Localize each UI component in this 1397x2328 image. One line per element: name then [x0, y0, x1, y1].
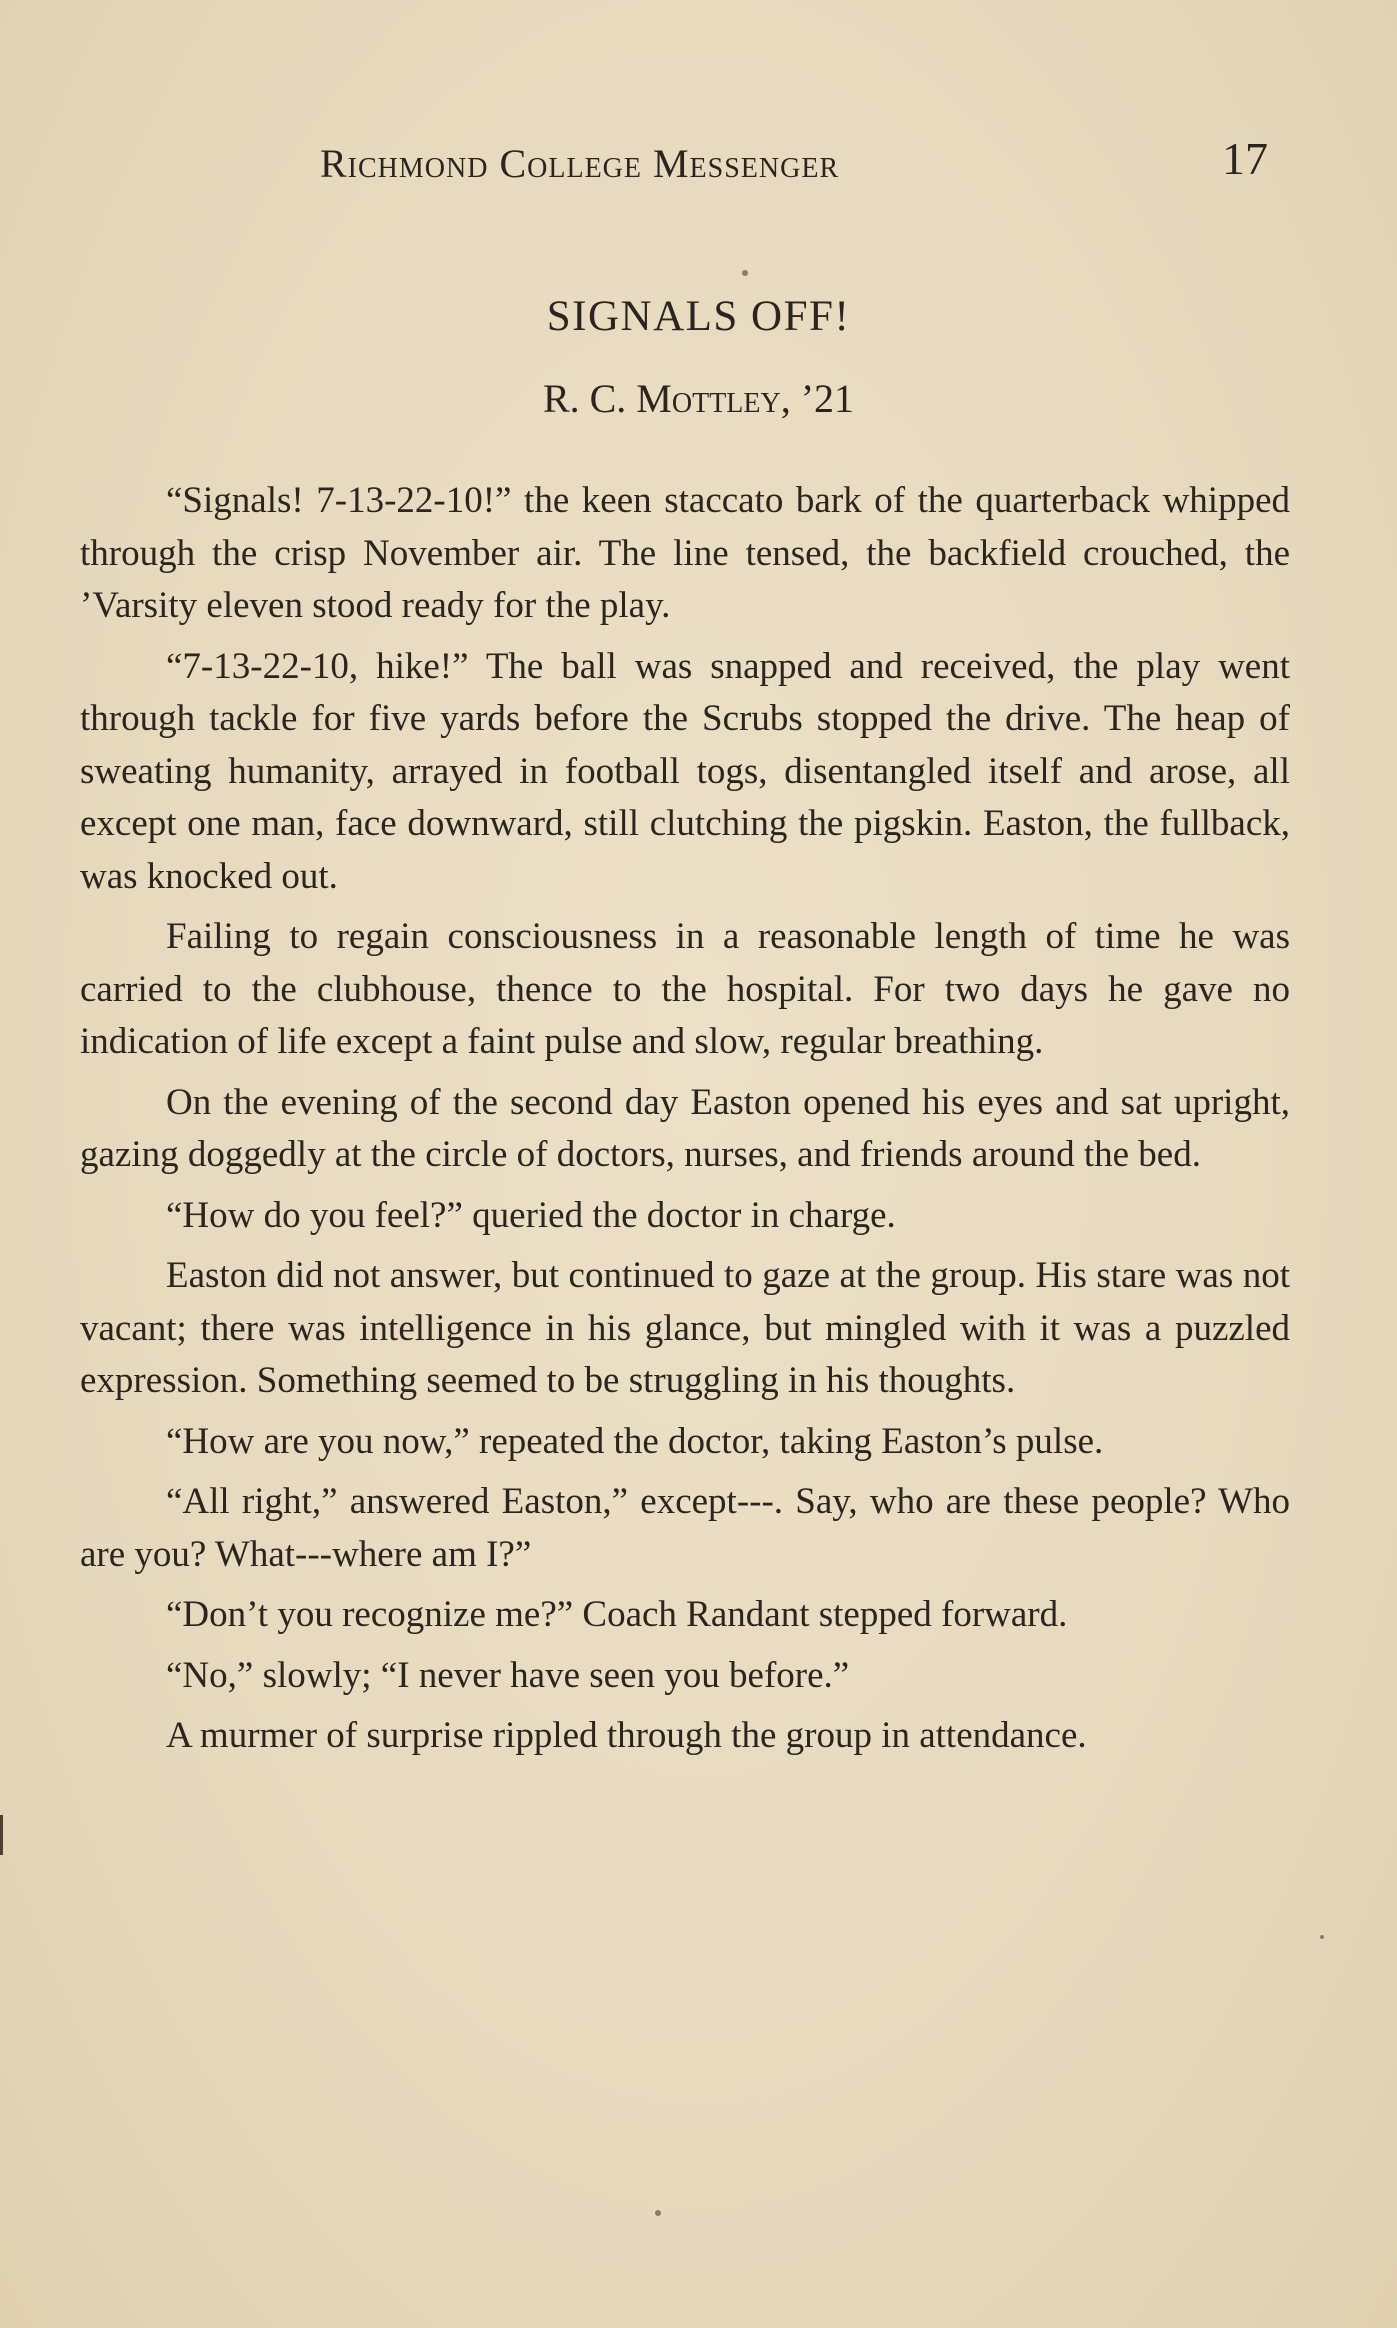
- paper-speck: [742, 270, 748, 276]
- margin-mark: [0, 1815, 3, 1855]
- paragraph-6: Easton did not answer, but continued to gaze at the group. His stare was not vacant; there was intelligence in his glance, but mingled with it was a puzzled expression. Something seemed to be struggling in his thoughts.: [80, 1255, 1290, 1401]
- paragraph-2: “7-13-22-10, hike!” The ball was snapped and received, the play went through tackle for five yards before the Scrubs stopped the drive. The heap of sweating humanity, arrayed in football togs, disentangled itself and arose, all except one man, face downward, still clutching the pigskin. Easton, the fullback, was knocked out.: [80, 645, 1290, 897]
- paragraph-11: A murmer of surprise rippled through the group in attendance.: [166, 1715, 1087, 1756]
- paragraph-1: “Signals! 7-13-22-10!” the keen staccato bark of the quarterback whipped through the crisp November air. The line tensed, the backfield crouched, the ’Varsity eleven stood ready for the play.: [80, 480, 1290, 626]
- paragraph-8: “All right,” answered Easton,” except---. Say, who are these people? Who are you? What---where am I?”: [80, 1481, 1290, 1575]
- paragraph-9: “Don’t you recognize me?” Coach Randant stepped forward.: [166, 1594, 1068, 1635]
- article-body: [80, 475, 1290, 1771]
- paragraph-3: Failing to regain consciousness in a reasonable length of time he was carried to the clubhouse, thence to the hospital. For two days he gave no indication of life except a faint pulse and slow, regular breathing.: [80, 916, 1290, 1062]
- paragraph-4: On the evening of the second day Easton opened his eyes and sat upright, gazing doggedly at the circle of doctors, nurses, and friends around the bed.: [80, 1081, 1290, 1175]
- running-head-title: Richmond College Messenger: [320, 141, 840, 186]
- page-number: 17: [1222, 133, 1268, 184]
- article-title: SIGNALS OFF!: [546, 293, 851, 340]
- paragraph-7: “How are you now,” repeated the doctor, taking Easton’s pulse.: [166, 1420, 1104, 1462]
- paper-speck: [655, 2210, 661, 2216]
- paragraph-5: “How do you feel?” queried the doctor in charge.: [166, 1194, 896, 1236]
- paragraph-10: “No,” slowly; “I never have seen you before.”: [166, 1654, 850, 1696]
- article-author: R. C. Mottley, ’21: [542, 376, 855, 421]
- paper-speck: [1320, 1935, 1324, 1939]
